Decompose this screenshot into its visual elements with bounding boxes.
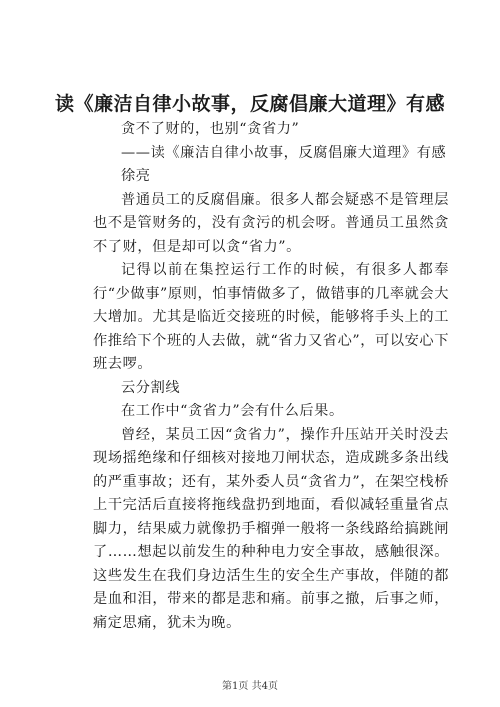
document-body: [93, 118, 449, 635]
paragraph: 曾经，某员工因“贪省力”，操作升压站开关时没去现场摇绝缘和仔细核对接地刀闸状态，造成跳多条出线的严重事故；还有，某外委人员“贪省力”，在架空栈桥上干完活后直接将拖线盘扔到地面，看似减轻重量省点脚力，结果威力就像扔手榴弹一般将一条线路给搞跳闸了……想起以前发生的种种电力安全事故，感触很深。这些发生在我们身边活生生的安全生产事故，伴随的都是血和泪，带来的都是悲和痛。前事之撤，后事之师，痛定思痛，犹未为晚。: [93, 426, 449, 631]
page-number: 第1页 共4页: [222, 681, 278, 692]
author-name: 徐亮: [121, 168, 151, 184]
subtitle: 贪不了财的，也别“贪省力”: [121, 121, 300, 137]
document-title: 读《廉洁自律小故事，反腐倡廉大道理》有感: [54, 93, 445, 115]
section-divider-text: 云分割线: [121, 379, 181, 396]
paragraph: 普通员工的反腐倡廉。很多人都会疑惑不是管理层也不是管财务的，没有贪污的机会呀。普通员工虽然贪不了财，但是却可以贪“省力”。: [93, 191, 449, 255]
paragraph: 记得以前在集控运行工作的时候，有很多人都奉行“少做事”原则，怕事情做多了，做错事的几率就会大大增加。尤其是临近交接班的时候，能够将手头上的工作推给下个班的人去做，就“省力又省心”，可以安心下班去啰。: [93, 262, 449, 372]
paragraph: 在工作中“贪省力”会有什么后果。: [121, 403, 344, 419]
source-line: ——读《廉洁自律小故事，反腐倡廉大道理》有感: [121, 144, 447, 161]
